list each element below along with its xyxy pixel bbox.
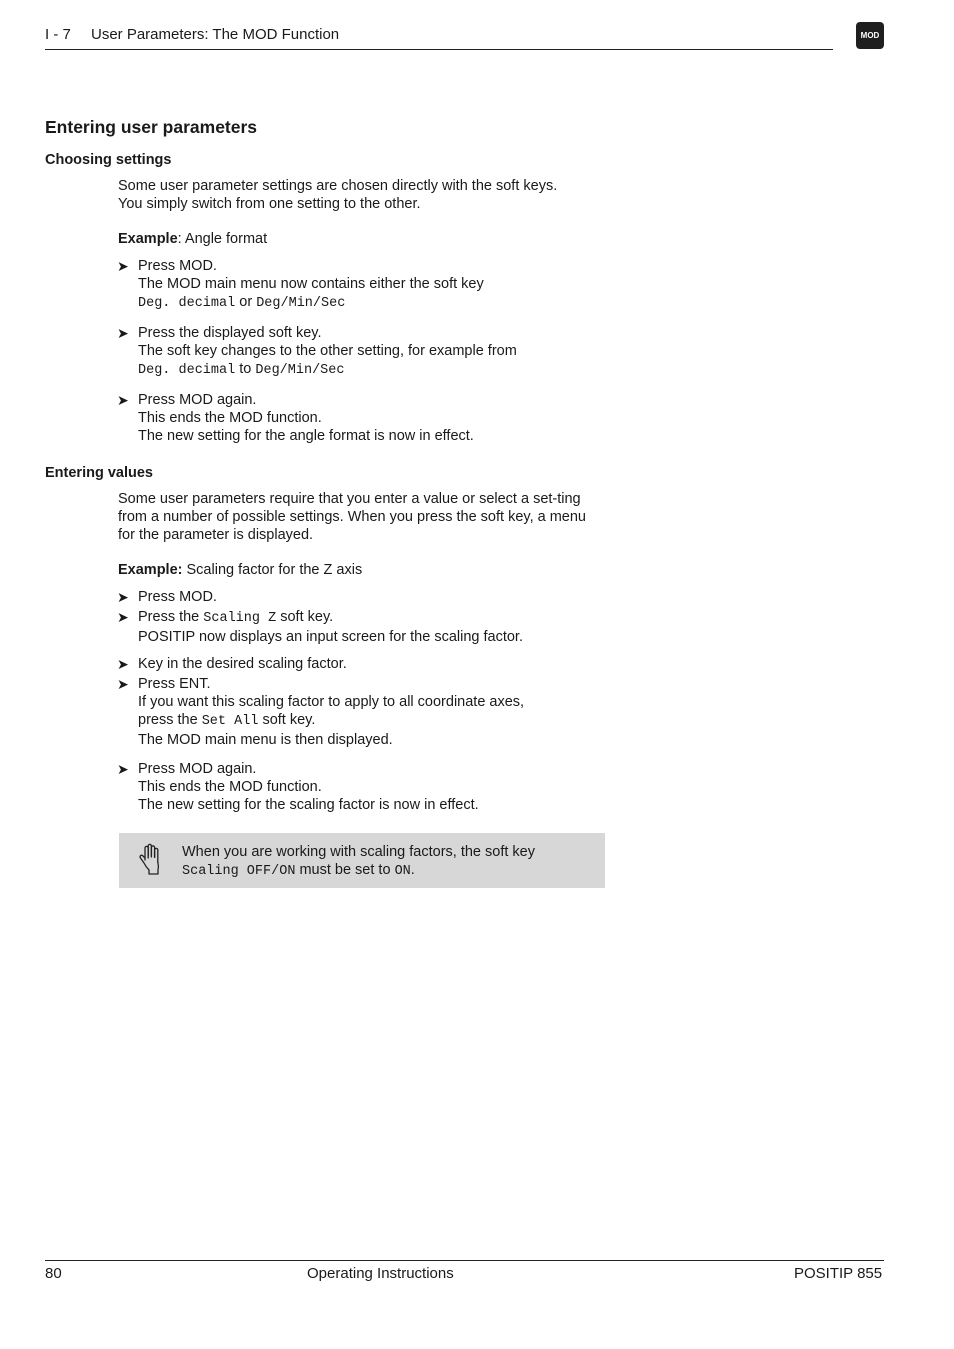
arrow-icon: ➤ — [117, 676, 129, 692]
values-intro: Some user parameters require that you enter a value or select a set-ting from a number of possible settings. When you press the soft key, a menu for the parameter is displayed. — [118, 491, 586, 543]
page-title: Entering user parameters — [45, 117, 258, 137]
example-label: Example: — [118, 562, 183, 578]
pointing-hand-icon — [139, 842, 165, 876]
choosing-intro: Some user parameter settings are chosen directly with the soft keys. You simply switch from one setting to the other. — [118, 178, 558, 212]
choosing-step-2: ➤ Press the displayed soft key. The soft key changes to the other setting, for example from Deg. decimal to Deg/Min/Sec — [117, 325, 517, 378]
subheading-choosing-settings: Choosing settings — [45, 152, 172, 168]
note-text: When you are working with scaling factors, the soft key Scaling OFF/ON must be set to ON. — [182, 844, 535, 879]
arrow-icon: ➤ — [117, 656, 129, 672]
page-header — [45, 25, 833, 50]
values-steps-3-4: ➤ Key in the desired scaling factor. ➤ Press ENT. If you want this scaling factor to apply to all coordinate axes, press the Set All soft key. The MOD main menu is then displayed. — [117, 656, 525, 748]
example-text: : Angle format — [177, 231, 268, 247]
note-box — [119, 833, 605, 888]
section-number: I - 7 — [45, 26, 71, 43]
page-number: 80 — [45, 1265, 62, 1282]
subheading-entering-values: Entering values — [45, 465, 153, 481]
section-title: User Parameters: The MOD Function — [91, 26, 340, 43]
choosing-step-1: ➤ Press MOD. The MOD main menu now contains either the soft key Deg. decimal or Deg/Min/Sec — [117, 258, 484, 311]
arrow-icon: ➤ — [117, 258, 129, 274]
choosing-step-3: ➤ Press MOD again. This ends the MOD function. The new setting for the angle format is now in effect. — [117, 392, 474, 444]
arrow-icon: ➤ — [117, 589, 129, 605]
values-example — [118, 561, 608, 579]
values-step-5: ➤ Press MOD again. This ends the MOD function. The new setting for the scaling factor is now in effect. — [117, 761, 479, 813]
arrow-icon: ➤ — [117, 325, 129, 341]
example-label: Example — [118, 231, 178, 247]
mod-badge: MOD — [856, 22, 884, 49]
footer-divider — [45, 1260, 884, 1261]
choosing-example — [118, 230, 608, 248]
values-steps-1-2: ➤ Press MOD. ➤ Press the Scaling Z soft key. POSITIP now displays an input screen for the scaling factor. — [117, 589, 523, 645]
footer-center-text: Operating Instructions — [307, 1265, 454, 1282]
arrow-icon: ➤ — [117, 609, 129, 625]
arrow-icon: ➤ — [117, 761, 129, 777]
arrow-icon: ➤ — [117, 392, 129, 408]
example-text: Scaling factor for the Z axis — [182, 562, 363, 578]
product-name: POSITIP 855 — [794, 1265, 883, 1282]
